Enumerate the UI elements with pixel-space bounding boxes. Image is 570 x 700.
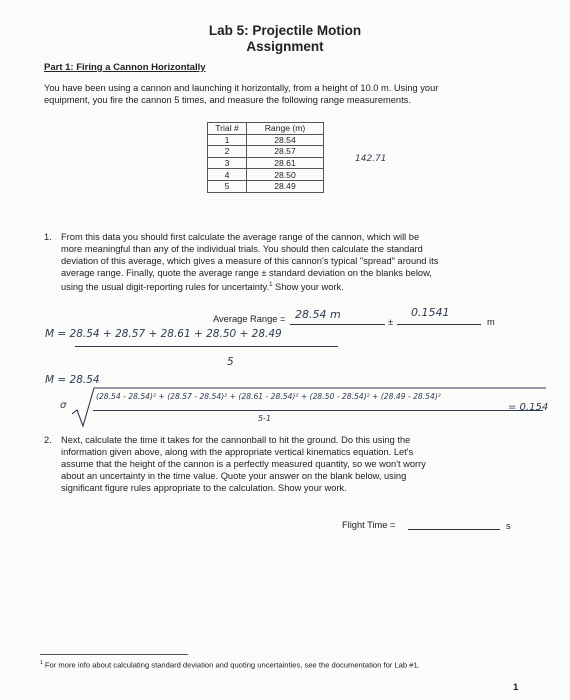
sigma-symbol: σ bbox=[60, 400, 67, 411]
table-row bbox=[208, 146, 324, 158]
sd-result: = 0.154 bbox=[508, 402, 549, 413]
page-subtitle: Assignment bbox=[246, 39, 324, 54]
q2-line: Next, calculate the time it takes for the cannonball to hit the ground. Do this using the bbox=[61, 435, 411, 445]
trial-cell: 4 bbox=[208, 169, 247, 181]
intro-line: You have been using a cannon and launching it horizontally, from a height of 10.0 m. Using your bbox=[44, 83, 439, 93]
mean-result: M = 28.54 bbox=[45, 374, 100, 386]
q2-line: assume that the height of the cannon is a perfectly measured quantity, so we won't worry bbox=[61, 459, 426, 469]
q2-line: about an uncertainty in the time value. Quote your answer on the blank below, using bbox=[61, 471, 407, 481]
sd-fraction-bar bbox=[93, 410, 543, 411]
sd-denominator: 5-1 bbox=[258, 414, 272, 423]
average-range-value: 28.54 m bbox=[295, 308, 341, 321]
flight-time-blank bbox=[408, 529, 500, 530]
q2-text bbox=[61, 434, 501, 494]
q1-line: more meaningful than any of the individual trials. You should then calculate the standard bbox=[61, 244, 423, 254]
q2-number: 2. bbox=[44, 435, 52, 445]
footnote-marker: 1 bbox=[40, 660, 43, 666]
std-dev-blank bbox=[397, 324, 481, 325]
std-dev-value: 0.1541 bbox=[411, 306, 450, 319]
average-range-blank bbox=[290, 324, 385, 325]
page-title: Lab 5: Projectile Motion bbox=[208, 23, 362, 38]
q2-line: significant figure rules appropriate to the calculation. Show your work. bbox=[61, 483, 347, 493]
unit-s: s bbox=[506, 521, 511, 531]
trial-cell: 3 bbox=[208, 157, 247, 169]
header-trial: Trial # bbox=[208, 123, 247, 135]
part1-heading: Part 1: Firing a Cannon Horizontally bbox=[44, 62, 206, 73]
mean-fraction-bar bbox=[75, 346, 338, 347]
trial-cell: 5 bbox=[208, 180, 247, 192]
q2-line: information given above, along with the appropriate vertical kinematics equation. Let's bbox=[61, 447, 414, 457]
range-cell: 28.50 bbox=[247, 169, 324, 181]
q1-line: using the usual digit-reporting rules for uncertainty. bbox=[61, 282, 270, 293]
mean-equation: M = 28.54 + 28.57 + 28.61 + 28.50 + 28.49 bbox=[45, 328, 282, 340]
table-row bbox=[208, 169, 324, 181]
range-cell: 28.49 bbox=[247, 180, 324, 192]
trial-cell: 1 bbox=[208, 134, 247, 146]
range-cell: 28.57 bbox=[247, 146, 324, 158]
q1-line: From this data you should first calculate the average range of the cannon, which will be bbox=[61, 232, 420, 242]
q1-text bbox=[61, 231, 501, 293]
footnote bbox=[40, 660, 420, 670]
unit-m: m bbox=[487, 317, 495, 327]
q1-line: average range. Finally, quote the average range ± standard deviation on the blanks below, bbox=[61, 268, 432, 278]
table-row bbox=[208, 134, 324, 146]
flight-time-label: Flight Time = bbox=[342, 520, 396, 530]
sd-numerator: (28.54 - 28.54)² + (28.57 - 28.54)² + (28.61 - 28.54)² + (28.50 - 28.54)² + (28.49 - 28.54)² bbox=[96, 392, 441, 401]
table-row bbox=[208, 157, 324, 169]
handwritten-sum: 142.71 bbox=[355, 154, 387, 164]
table-row bbox=[208, 180, 324, 192]
page-number: 1 bbox=[513, 682, 519, 693]
range-table bbox=[207, 122, 324, 193]
average-range-label: Average Range = bbox=[213, 314, 286, 324]
footnote-text: For more info about calculating standard deviation and quoting uncertainties, see the documentation for Lab #1. bbox=[44, 660, 420, 670]
footnote-mark: 1 bbox=[269, 282, 273, 288]
q1-line-last bbox=[61, 279, 501, 293]
range-cell: 28.54 bbox=[247, 134, 324, 146]
q1-number: 1. bbox=[44, 232, 52, 242]
q1-line: deviation of this average, which gives a measure of this cannon's typical "spread" around its bbox=[61, 256, 439, 266]
footnote-rule bbox=[40, 654, 188, 655]
mean-denominator: 5 bbox=[227, 356, 234, 368]
part1-intro bbox=[44, 82, 544, 106]
intro-line: equipment, you fire the cannon 5 times, and measure the following range measurements. bbox=[44, 95, 411, 105]
plus-minus-sign: ± bbox=[388, 317, 394, 327]
range-cell: 28.61 bbox=[247, 157, 324, 169]
q1-line-tail: Show your work. bbox=[275, 282, 344, 293]
header-range: Range (m) bbox=[247, 123, 324, 135]
trial-cell: 2 bbox=[208, 146, 247, 158]
table-header-row bbox=[208, 123, 324, 135]
